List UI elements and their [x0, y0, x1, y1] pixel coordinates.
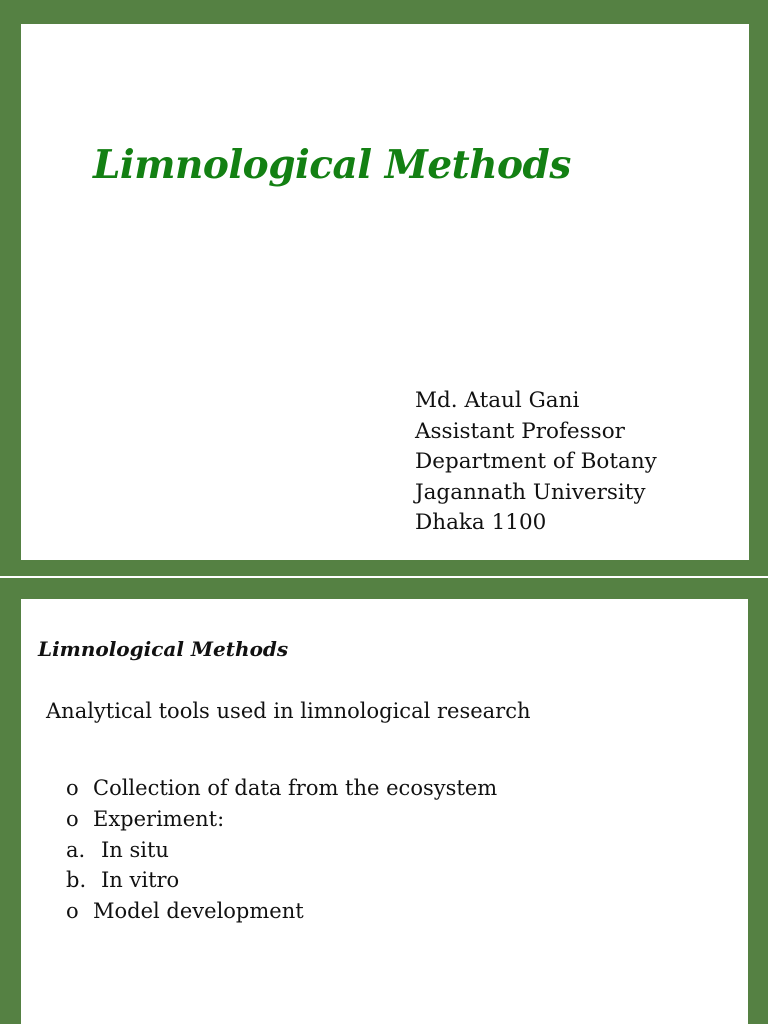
list-item	[66, 865, 497, 896]
author-department: Department of Botany	[415, 449, 657, 474]
slide-subtitle: Analytical tools used in limnological research	[46, 699, 531, 723]
author-name: Md. Ataul Gani	[415, 388, 580, 413]
slide-content-body	[21, 599, 748, 1024]
letter-marker: b.	[66, 868, 87, 893]
author-info	[415, 386, 657, 539]
list-item	[66, 896, 497, 927]
author-university: Jagannath University	[415, 479, 646, 505]
bullet-marker: o	[66, 899, 79, 924]
list-item	[66, 804, 497, 835]
method-list	[66, 773, 497, 927]
author-city: Dhaka 1100	[415, 510, 547, 535]
list-item-text: Collection of data from the ecosystem	[93, 776, 498, 800]
presentation-title: Limnological Methods	[93, 142, 571, 188]
list-item-text: In situ	[101, 837, 169, 862]
slide-heading: Limnological Methods	[38, 637, 289, 661]
author-position: Assistant Professor	[415, 418, 625, 444]
list-item	[66, 835, 497, 866]
list-item	[66, 773, 497, 804]
bullet-marker: o	[66, 776, 79, 800]
letter-marker: a.	[66, 837, 86, 862]
list-item-text: In vitro	[101, 868, 180, 893]
list-item-text: Experiment:	[93, 806, 225, 831]
slide-title-content	[21, 24, 749, 560]
slide-content	[0, 578, 768, 1024]
list-item-text: Model development	[93, 899, 304, 924]
bullet-marker: o	[66, 806, 79, 831]
